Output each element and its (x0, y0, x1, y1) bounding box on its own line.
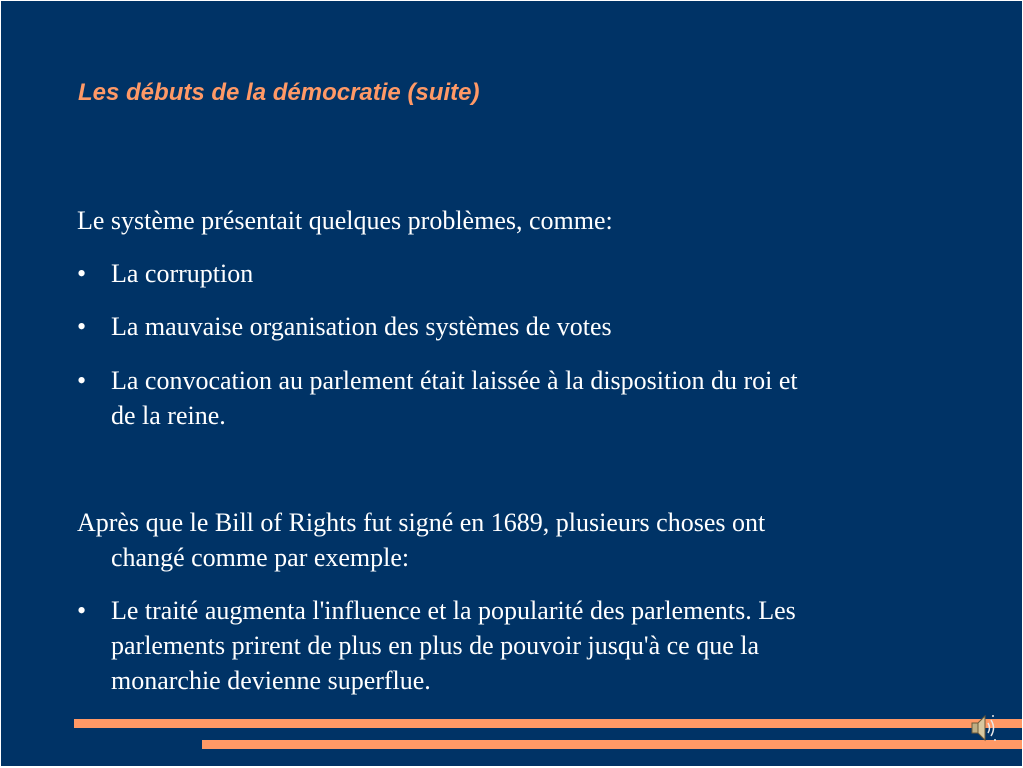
list-item-convocation: La convocation au parlement était laissée à la disposition du roi et (111, 366, 798, 395)
paragraph-bill-of-rights-cont: changé comme par exemple: (111, 543, 410, 572)
speaker-icon[interactable] (969, 712, 999, 744)
list-item-corruption: La corruption (111, 259, 254, 288)
bullet-symbol: • (77, 259, 87, 288)
decorative-bar-top (74, 719, 1022, 728)
slide-body (77, 1, 947, 766)
list-item-treaty-cont-1: parlements prirent de plus en plus de pouvoir jusqu'à ce que la (111, 631, 760, 660)
list-item-convocation-cont: de la reine. (111, 401, 226, 430)
list-item-treaty-cont-2: monarchie devienne superflue. (111, 666, 431, 695)
slide-title: Les débuts de la démocratie (suite) (78, 79, 480, 106)
bullet-symbol: • (77, 596, 87, 625)
bullet-symbol: • (77, 312, 87, 341)
bullet-symbol: • (77, 366, 87, 395)
paragraph-bill-of-rights: Après que le Bill of Rights fut signé en 1689, plusieurs choses ont (77, 508, 766, 537)
intro-text: Le système présentait quelques problèmes, comme: (77, 206, 613, 235)
list-item-vote-organisation: La mauvaise organisation des systèmes de votes (111, 312, 612, 341)
decorative-bar-bottom (202, 740, 1022, 749)
list-item-treaty: Le traité augmenta l'influence et la popularité des parlements. Les (111, 596, 796, 625)
slide (1, 1, 1022, 766)
